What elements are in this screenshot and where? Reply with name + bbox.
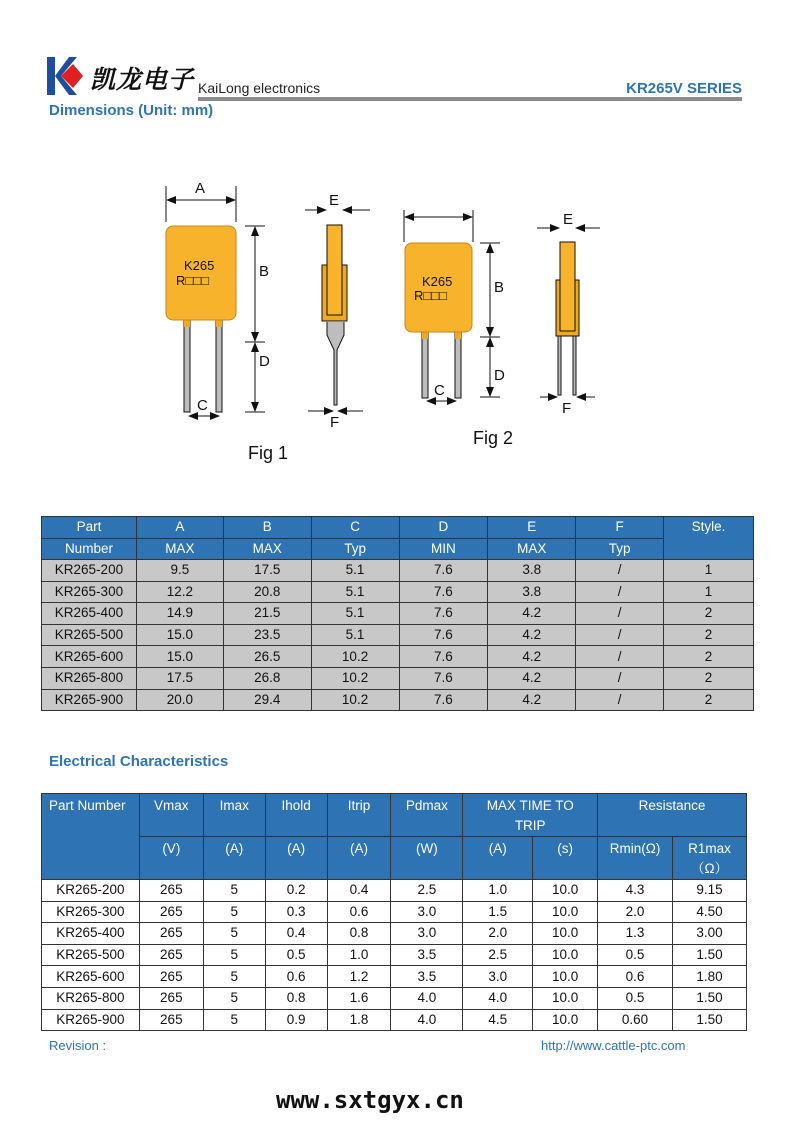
table-row xyxy=(42,560,754,582)
table-cell: 4.2 xyxy=(488,689,576,711)
table-cell: / xyxy=(576,667,664,689)
table-cell: 5 xyxy=(203,944,265,966)
fig2-caption: Fig 2 xyxy=(473,428,514,448)
table-cell: 1.0 xyxy=(463,880,533,902)
table-cell: 10.0 xyxy=(533,880,598,902)
table-cell: 10.0 xyxy=(533,1009,598,1031)
table-cell: 5.1 xyxy=(311,560,399,582)
unit-cell: R1max（Ω） xyxy=(673,837,747,880)
table-cell: 1.50 xyxy=(673,987,747,1009)
fig1-caption: Fig 1 xyxy=(248,443,289,463)
label-e: E xyxy=(329,192,340,209)
header-cell: Part xyxy=(42,517,137,539)
marking-2: R□□□ xyxy=(176,273,209,288)
header-pdmax: Pdmax xyxy=(391,794,463,837)
table-cell: 265 xyxy=(139,901,203,923)
table-cell: 0.3 xyxy=(265,901,327,923)
marking-1: K265 xyxy=(184,258,215,273)
header-cell: D xyxy=(399,517,488,539)
table-cell: KR265-200 xyxy=(42,560,137,582)
table-row xyxy=(42,624,754,646)
label-f: F xyxy=(330,414,340,431)
table-cell: 1.50 xyxy=(673,1009,747,1031)
table-cell: 20.0 xyxy=(136,689,223,711)
table-cell: KR265-500 xyxy=(42,944,140,966)
table-cell: 3.5 xyxy=(391,944,463,966)
table-cell: 2.5 xyxy=(463,944,533,966)
table-cell: KR265-800 xyxy=(42,987,140,1009)
unit-cell: Rmin(Ω) xyxy=(598,837,673,880)
table-cell: 10.0 xyxy=(533,944,598,966)
table-cell: / xyxy=(576,603,664,625)
unit-cell: (A) xyxy=(203,837,265,880)
table-cell: 0.2 xyxy=(265,880,327,902)
label-e2: E xyxy=(563,211,574,228)
table-cell: 5.1 xyxy=(311,603,399,625)
table-row xyxy=(42,646,754,668)
table-cell: 5.1 xyxy=(311,581,399,603)
electrical-table xyxy=(41,793,747,1031)
table-cell: 3.0 xyxy=(463,966,533,988)
header-cell: MAX xyxy=(488,538,576,560)
table-cell: 29.4 xyxy=(223,689,311,711)
table-cell: 21.5 xyxy=(223,603,311,625)
table-cell: KR265-300 xyxy=(42,581,137,603)
table-cell: 9.15 xyxy=(673,880,747,902)
table-cell: 1.0 xyxy=(327,944,391,966)
table-cell: 0.8 xyxy=(265,987,327,1009)
header-imax: Imax xyxy=(203,794,265,837)
table-cell: 265 xyxy=(139,880,203,902)
table-cell: 7.6 xyxy=(399,646,488,668)
dimension-figures xyxy=(0,0,793,480)
table-cell: 1.3 xyxy=(598,923,673,945)
table-row xyxy=(42,901,747,923)
table-cell: KR265-300 xyxy=(42,901,140,923)
table-cell: KR265-500 xyxy=(42,624,137,646)
table-cell: KR265-900 xyxy=(42,1009,140,1031)
table-cell: 4.0 xyxy=(391,1009,463,1031)
table-cell: 1 xyxy=(664,581,754,603)
header-resistance: Resistance xyxy=(598,794,747,837)
table-row xyxy=(42,880,747,902)
unit-cell: (V) xyxy=(139,837,203,880)
table-cell: 9.5 xyxy=(136,560,223,582)
table-cell: 2.0 xyxy=(598,901,673,923)
table-row xyxy=(42,966,747,988)
table-cell: 2 xyxy=(664,646,754,668)
table-cell: 3.8 xyxy=(488,560,576,582)
table-cell: KR265-800 xyxy=(42,667,137,689)
fig2-front xyxy=(404,210,500,401)
header-cell: Typ xyxy=(311,538,399,560)
fig2-side xyxy=(537,228,600,397)
table-cell: / xyxy=(576,624,664,646)
header-cell: MAX xyxy=(136,538,223,560)
table-cell: 4.2 xyxy=(488,603,576,625)
table-cell: KR265-400 xyxy=(42,923,140,945)
table-cell: 2 xyxy=(664,603,754,625)
table-cell: / xyxy=(576,581,664,603)
header-cell: E xyxy=(488,517,576,539)
website-link[interactable]: http://www.cattle-ptc.com xyxy=(541,1038,686,1053)
table-cell: KR265-600 xyxy=(42,646,137,668)
watermark: www.sxtgyx.cn xyxy=(276,1086,464,1114)
table-row xyxy=(42,581,754,603)
header-cell: Style. xyxy=(664,517,754,560)
brand-english: KaiLong electronics xyxy=(198,80,321,96)
header-cell: A xyxy=(136,517,223,539)
table-cell: 1.80 xyxy=(673,966,747,988)
table-cell: 7.6 xyxy=(399,667,488,689)
unit-cell: (s) xyxy=(533,837,598,880)
table-cell: 0.5 xyxy=(598,987,673,1009)
header-vmax: Vmax xyxy=(139,794,203,837)
table-cell: 4.0 xyxy=(391,987,463,1009)
table-cell: 26.8 xyxy=(223,667,311,689)
table-cell: 7.6 xyxy=(399,689,488,711)
label-b: B xyxy=(259,263,270,280)
table-cell: 4.0 xyxy=(463,987,533,1009)
table-cell: 265 xyxy=(139,966,203,988)
table-cell: / xyxy=(576,646,664,668)
table-cell: 17.5 xyxy=(136,667,223,689)
header-cell: B xyxy=(223,517,311,539)
table-cell: 265 xyxy=(139,987,203,1009)
table-cell: 7.6 xyxy=(399,581,488,603)
table-cell: 265 xyxy=(139,923,203,945)
table-row xyxy=(42,689,754,711)
header-cell: Typ xyxy=(576,538,664,560)
table-cell: 0.6 xyxy=(265,966,327,988)
table-cell: 3.5 xyxy=(391,966,463,988)
label-f2: F xyxy=(562,400,572,417)
table-cell: 0.9 xyxy=(265,1009,327,1031)
table-cell: 5 xyxy=(203,1009,265,1031)
table-cell: 10.2 xyxy=(311,689,399,711)
header-max-time-to-trip: MAX TIME TO TRIP xyxy=(463,794,598,837)
table-cell: 10.0 xyxy=(533,966,598,988)
table-cell: 4.2 xyxy=(488,624,576,646)
table-cell: 0.8 xyxy=(327,923,391,945)
label-c2: C xyxy=(434,382,445,399)
table-cell: 5 xyxy=(203,966,265,988)
table-row xyxy=(42,603,754,625)
table-row xyxy=(42,923,747,945)
unit-cell: (W) xyxy=(391,837,463,880)
table-cell: 7.6 xyxy=(399,624,488,646)
header-ihold: Ihold xyxy=(265,794,327,837)
table-cell: 4.5 xyxy=(463,1009,533,1031)
label-d2: D xyxy=(494,367,505,384)
table-cell: 4.2 xyxy=(488,646,576,668)
table-cell: 4.2 xyxy=(488,667,576,689)
table-cell: 2.5 xyxy=(391,880,463,902)
table-row xyxy=(42,667,754,689)
header-part-number: Part Number xyxy=(42,794,140,880)
table-cell: 2 xyxy=(664,667,754,689)
table-cell: 5 xyxy=(203,923,265,945)
table-cell: 0.60 xyxy=(598,1009,673,1031)
unit-cell: (A) xyxy=(463,837,533,880)
table-cell: 7.6 xyxy=(399,603,488,625)
table-cell: 4.3 xyxy=(598,880,673,902)
header-cell: MAX xyxy=(223,538,311,560)
header-cell: MIN xyxy=(399,538,488,560)
table-cell: / xyxy=(576,560,664,582)
table-cell: 3.0 xyxy=(391,923,463,945)
table-cell: 17.5 xyxy=(223,560,311,582)
table-cell: 7.6 xyxy=(399,560,488,582)
table-cell: 5 xyxy=(203,901,265,923)
table-cell: 1.50 xyxy=(673,944,747,966)
header-cell: F xyxy=(576,517,664,539)
table-cell: 5.1 xyxy=(311,624,399,646)
marking-3: K265 xyxy=(422,274,453,289)
table-cell: 0.4 xyxy=(327,880,391,902)
table-row xyxy=(42,1009,747,1031)
header-cell: C xyxy=(311,517,399,539)
table-cell: 1.5 xyxy=(463,901,533,923)
header-cell: Number xyxy=(42,538,137,560)
table-cell: 2.0 xyxy=(463,923,533,945)
table-cell: 5 xyxy=(203,987,265,1009)
table-cell: 3.0 xyxy=(391,901,463,923)
label-c: C xyxy=(197,397,208,414)
series-title: KR265V SERIES xyxy=(626,80,742,97)
table-cell: 0.5 xyxy=(598,944,673,966)
fig1-side xyxy=(305,210,370,411)
table-cell: 1.8 xyxy=(327,1009,391,1031)
table-cell: 0.4 xyxy=(265,923,327,945)
label-b2: B xyxy=(494,279,505,296)
table-cell: KR265-400 xyxy=(42,603,137,625)
unit-cell: (A) xyxy=(265,837,327,880)
table-cell: 265 xyxy=(139,1009,203,1031)
table-cell: 5 xyxy=(203,880,265,902)
table-cell: 265 xyxy=(139,944,203,966)
table-cell: 1 xyxy=(664,560,754,582)
table-cell: 15.0 xyxy=(136,624,223,646)
table-cell: 10.0 xyxy=(533,987,598,1009)
fig1-front xyxy=(166,186,265,416)
table-row xyxy=(42,987,747,1009)
table-cell: 1.6 xyxy=(327,987,391,1009)
table-cell: 0.6 xyxy=(598,966,673,988)
marking-4: R□□□ xyxy=(414,288,447,303)
table-cell: 10.2 xyxy=(311,646,399,668)
table-cell: 1.2 xyxy=(327,966,391,988)
table-cell: 20.8 xyxy=(223,581,311,603)
table-cell: 4.50 xyxy=(673,901,747,923)
table-cell: 10.2 xyxy=(311,667,399,689)
table-cell: 12.2 xyxy=(136,581,223,603)
table-cell: 2 xyxy=(664,689,754,711)
revision-label: Revision : xyxy=(49,1038,107,1053)
dimensions-heading: Dimensions (Unit: mm) xyxy=(49,102,214,119)
table-cell: 0.6 xyxy=(327,901,391,923)
label-d: D xyxy=(259,353,270,370)
table-cell: 2 xyxy=(664,624,754,646)
table-row xyxy=(42,944,747,966)
table-cell: KR265-600 xyxy=(42,966,140,988)
table-cell: 15.0 xyxy=(136,646,223,668)
brand-chinese: 凯龙电子 xyxy=(90,65,195,94)
table-cell: 10.0 xyxy=(533,923,598,945)
table-cell: 26.5 xyxy=(223,646,311,668)
table-cell: KR265-200 xyxy=(42,880,140,902)
table-cell: / xyxy=(576,689,664,711)
table-cell: 3.00 xyxy=(673,923,747,945)
electrical-heading: Electrical Characteristics xyxy=(49,753,229,770)
table-cell: 3.8 xyxy=(488,581,576,603)
label-a: A xyxy=(195,180,206,197)
table-cell: KR265-900 xyxy=(42,689,137,711)
dimensions-table xyxy=(41,516,754,711)
table-cell: 10.0 xyxy=(533,901,598,923)
table-cell: 14.9 xyxy=(136,603,223,625)
table-cell: 23.5 xyxy=(223,624,311,646)
header-itrip: Itrip xyxy=(327,794,391,837)
table-cell: 0.5 xyxy=(265,944,327,966)
unit-cell: (A) xyxy=(327,837,391,880)
